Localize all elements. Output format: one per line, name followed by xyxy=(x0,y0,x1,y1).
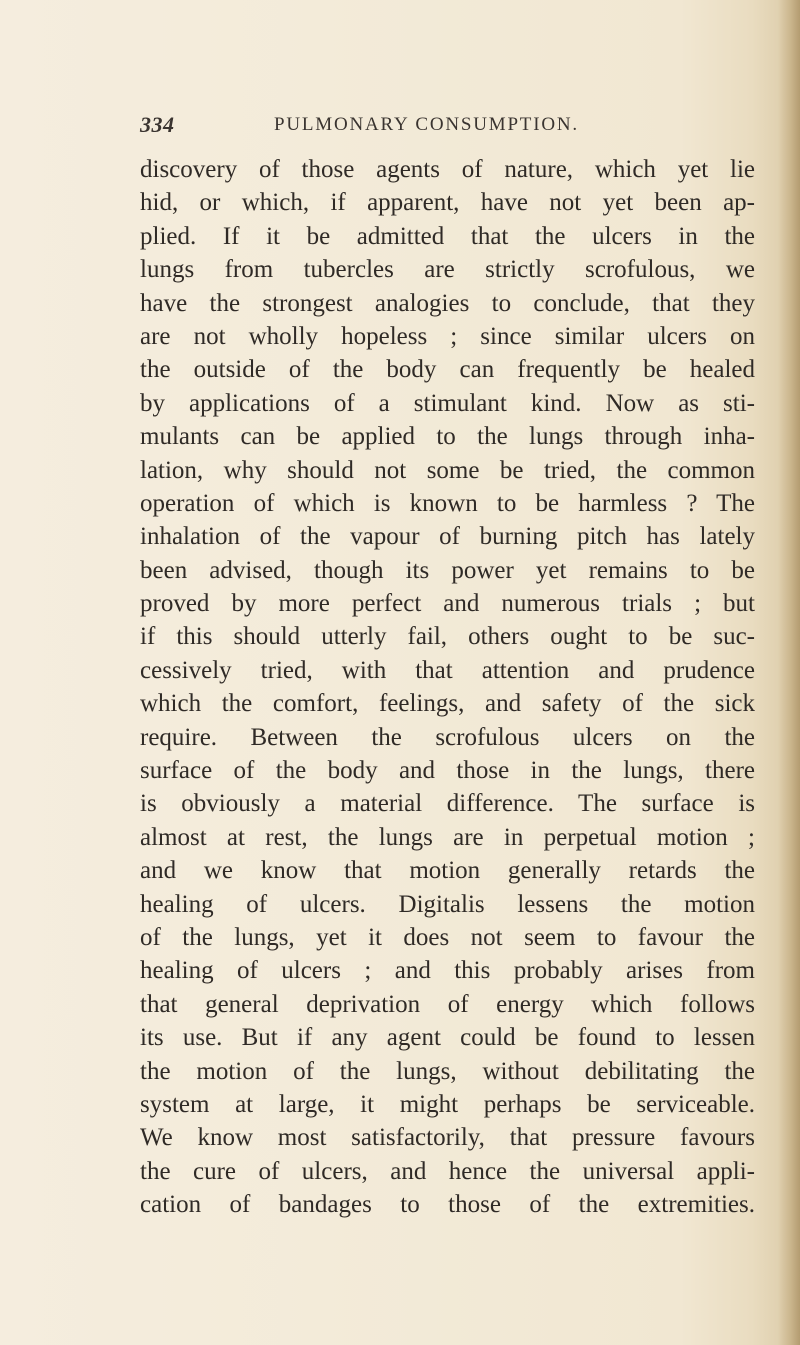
text-line: cessively tried, with that attention and prudence xyxy=(140,656,755,684)
text-line: if this should utterly fail, others ought to be suc- xyxy=(140,623,755,651)
text-line: inhalation of the vapour of burning pitch has lately xyxy=(140,523,755,551)
text-line: require. Between the scrofulous ulcers on the xyxy=(140,723,755,751)
text-line: are not wholly hopeless ; since similar ulcers on xyxy=(140,322,755,350)
text-line: that general deprivation of energy which follows xyxy=(140,990,755,1018)
text-line: surface of the body and those in the lungs, there xyxy=(140,757,755,785)
text-line: We know most satisfactorily, that pressure favours xyxy=(140,1124,755,1152)
text-line: the cure of ulcers, and hence the universal appli- xyxy=(140,1157,755,1185)
text-line: have the strongest analogies to conclude, that they xyxy=(140,289,755,317)
text-line: cation of bandages to those of the extremities. xyxy=(140,1191,755,1219)
text-line: system at large, it might perhaps be serviceable. xyxy=(140,1090,755,1118)
page-edge-shadow xyxy=(778,0,800,1345)
page-number: 334 xyxy=(140,112,175,137)
text-line: the motion of the lungs, without debilitating the xyxy=(140,1057,755,1085)
body-paragraph xyxy=(140,153,755,1222)
text-line: by applications of a stimulant kind. Now as sti- xyxy=(140,389,755,417)
text-line: discovery of those agents of nature, which yet lie xyxy=(140,156,755,183)
text-line: been advised, though its power yet remains to be xyxy=(140,556,755,584)
running-title: PULMONARY CONSUMPTION. xyxy=(274,114,579,135)
text-line: hid, or which, if apparent, have not yet been ap- xyxy=(140,189,755,217)
text-line: which the comfort, feelings, and safety of the sick xyxy=(140,690,755,718)
text-line: lungs from tubercles are strictly scrofulous, we xyxy=(140,256,755,284)
text-line: the outside of the body can frequently be healed xyxy=(140,356,755,384)
text-line: proved by more perfect and numerous trials ; but xyxy=(140,590,755,618)
text-line: of the lungs, yet it does not seem to favour the xyxy=(140,923,755,951)
text-line: operation of which is known to be harmless ? The xyxy=(140,489,755,517)
running-head xyxy=(140,112,740,142)
text-line: its use. But if any agent could be found to lessen xyxy=(140,1024,755,1052)
text-line: almost at rest, the lungs are in perpetual motion ; xyxy=(140,823,755,851)
text-line: healing of ulcers ; and this probably arises from xyxy=(140,957,755,985)
text-line: mulants can be applied to the lungs through inha- xyxy=(140,423,755,451)
text-line: is obviously a material difference. The surface is xyxy=(140,790,755,818)
text-line: and we know that motion generally retards the xyxy=(140,857,755,885)
text-line: lation, why should not some be tried, the common xyxy=(140,456,755,484)
text-line: healing of ulcers. Digitalis lessens the motion xyxy=(140,890,755,918)
text-line: plied. If it be admitted that the ulcers in the xyxy=(140,222,755,250)
